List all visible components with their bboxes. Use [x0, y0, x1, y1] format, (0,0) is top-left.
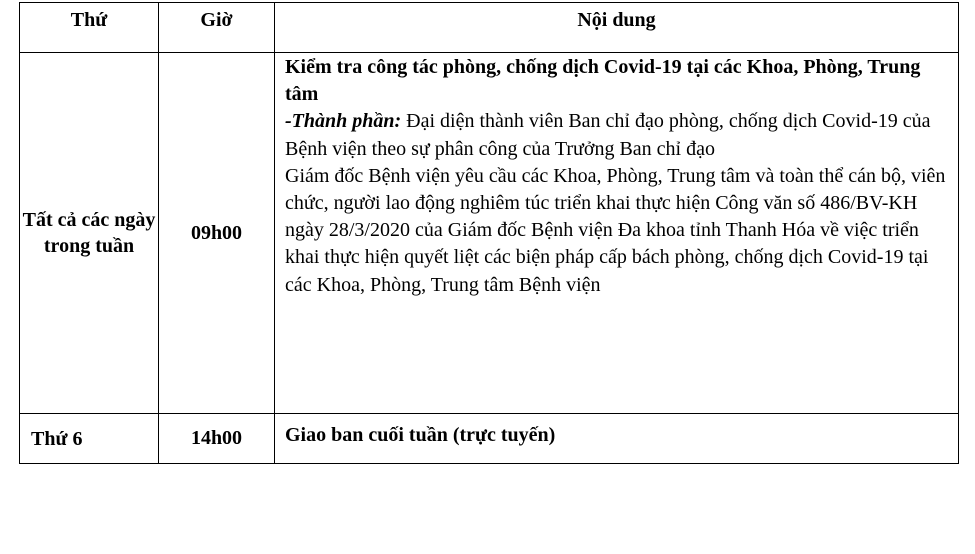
row-day: Thứ 6: [20, 414, 159, 464]
row-time: 09h00: [159, 53, 275, 414]
event-title: Kiểm tra công tác phòng, chống dịch Covid-19 tại các Khoa, Phòng, Trung tâm: [285, 56, 921, 106]
schedule-table: [19, 2, 959, 464]
header-content: Nội dung: [275, 3, 959, 53]
header-day: Thứ: [20, 3, 159, 53]
participants-label: -Thành phần:: [285, 110, 402, 133]
row-content: [275, 53, 959, 414]
row-time: 14h00: [159, 414, 275, 464]
table-header-row: [20, 3, 959, 53]
table-row: [20, 414, 959, 464]
participants-text: Đại diện thành viên Ban chỉ đạo phòng, chống dịch Covid-19 của Bệnh viện theo sự phân công của Trưởng Ban chỉ đạo: [285, 110, 931, 160]
header-time: Giờ: [159, 3, 275, 53]
event-title: Giao ban cuối tuần (trực tuyến): [285, 423, 556, 446]
participants-line: [285, 108, 950, 162]
row-day: Tất cả các ngày trong tuần: [20, 53, 159, 414]
row-content: [275, 414, 959, 464]
table-row: [20, 53, 959, 414]
director-note: Giám đốc Bệnh viện yêu cầu các Khoa, Phòng, Trung tâm và toàn thể cán bộ, viên chức, người lao động nghiêm túc triển khai thực hiện Công văn số 486/BV-KH ngày 28/3/2020 của Giám đốc Bệnh viện Đa khoa tỉnh Thanh Hóa về việc triển khai thực hiện quyết liệt các biện pháp cấp bách phòng, chống dịch Covid-19 tại các Khoa, Phòng, Trung tâm Bệnh viện: [285, 164, 946, 296]
